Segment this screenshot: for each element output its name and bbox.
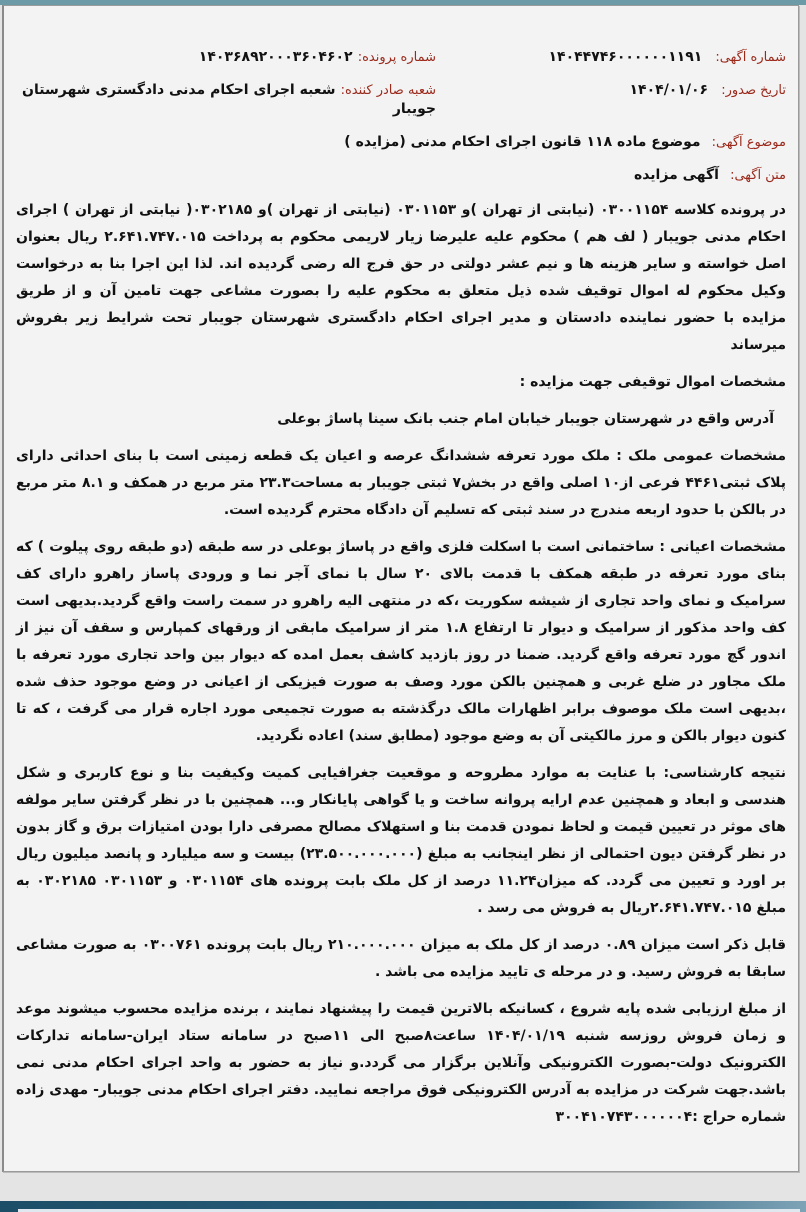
notice-panel [2, 5, 799, 1172]
case-number-row [16, 46, 436, 65]
issuer: شعبه اجرای احکام مدنی دادگستری شهرستان جویبار [22, 82, 436, 117]
ad-number-label: شماره آگهی: [715, 50, 786, 65]
paragraph-auction-terms: از مبلغ ارزیابی شده پایه شروع ، کسانیکه بالاترین قیمت را پیشنهاد نمایند ، برنده مزایده محسوب میشوند موعد و زمان فروش روزسه شنبه ۱۴۰۴/۰۱/۱۹ ساعت۸صبح الی ۱۱صبح در سامانه ستاد ایران-سامانه تدارکات الکترونیک دولت-بصورت الکترونیکی وآنلاین برگزار می گردد.و نیاز به حضور به واحد اجرای احکام مدنی نمی باشد.جهت شرکت در مزایده به آدرس الکترونیکی فوق مراجعه نمایید. دفتر اجرای احکام مدنی جویبار- مهدی زاده شماره حراج :۳۰۰۴۱۰۷۴۳۰۰۰۰۰۰۴ [16, 1001, 786, 1125]
issue-date-label: تاریخ صدور: [721, 83, 786, 98]
paragraph-building-specs: مشخصات اعیانی : ساختمانی است با اسکلت فلزی واقع در پاساژ بوعلی در سه طبقه (دو طبقه روی پیلوت ) که بنای مورد تعرفه در طبقه همکف با قدمت بالای ۲۰ سال با نمای آجر نما و ورودی پاساز راهرو دارای کف سرامیک و نمای واحد تجاری از شیشه سکوریت ،که در منتهی الیه راهرو در سمت راست واقع گردید.بدیهی است کف واحد مذکور از سرامیک و دیوار تا ارتفاع ۱.۸ متر از سرامیک مابقی از ورقهای کمپارس و سقف آن نیز از اندور گچ مورد تعرفه واقع گردید. ضمنا در روز بازدید کاشف بعمل امده که دیوار بین واحد تجاری مورد تعرفه با ملک مجاور در ضلع غربی و همچنین بالکن مورد وصف به صورت فیزیکی از اعیانی در وضع موجود حذف شده ،بدیهی است ملک موصوف برابر اظهارات مالک درگذشته به صورت تجمیعی مورد اجاره قرار می گرفت ، که تا کنون دیوار بالکن و مرز مالکیتی آن به وضع موجود (مطابق سند) اعاده نگردید. [16, 539, 787, 744]
subject-label: موضوع آگهی: [711, 135, 786, 150]
header-row-2 [16, 79, 786, 117]
case-number-label: شماره پرونده: [357, 50, 436, 65]
paragraph-previous-sale: قابل ذکر است میزان ۰.۸۹ درصد از کل ملک به میزان ۲۱۰.۰۰۰.۰۰۰ ریال بابت پرونده ۰۳۰۰۷۶۱ به صورت مشاعی سابقا به فروش رسید. و در مرحله ی تایید مزایده می باشد . [16, 937, 787, 980]
header-row-1 [16, 46, 786, 65]
paragraph-general-specs: مشخصات عمومی ملک : ملک مورد تعرفه ششدانگ عرصه و اعیان یک قطعه زمینی است با بنای احداثی دارای پلاک ثبتی۴۴۶۱ فرعی از۱۰ اصلی واقع در بخش۷ ثبتی جویبار به مساحت۲۳.۳ متر مربع در همکف و ۸.۱ متر مربع در بالکن با حدود اربعه مندرج در سند ثبتی که تسلیم آن دادگاه محترم گردیده است. [16, 448, 786, 518]
paragraph-property-heading: مشخصات اموال توقیفی جهت مزایده : [519, 374, 786, 390]
paragraph-case: در پرونده کلاسه ۰۳۰۰۱۱۵۴ (نیابتی از تهران )و ۰۳۰۱۱۵۳ (نیابتی از تهران )و ۰۳۰۲۱۸۵( نیابتی از تهران ) اجرای احکام مدنی جویبار ( لف هم ) محکوم علیه علیرضا زیار لاریمی محکوم به پرداخت ۲.۶۴۱.۷۴۷.۰۱۵ ریال بعنوان اصل خواسته و سایر هزینه ها و نیم عشر دولتی در حق فرج اله رضی گردیده اند. لذا این اجرا بنا به درخواست وکیل محکوم له اموال توقیف شده ذیل متعلق به محکوم علیه را بصورت مشاعی جهت تامین آن و از طریق مزایده با حضور نماینده دادستان و مدیر اجرای احکام دادگستری شهرستان جویبار تحت شرایط زیر بفروش میرساند [16, 202, 786, 353]
issue-date-row [436, 79, 786, 98]
paragraph-expert-result: نتیجه کارشناسی: با عنایت به موارد مطروحه و موقعیت جغرافیایی کمیت وکیفیت بنا و نوع کاربری و شکل هندسی و ابعاد و همچنین عدم ارایه پروانه ساخت و یا گواهی پایانکار و... همچنین با در نظر گرفتن سایر مولفه های موثر در تعیین قیمت و لحاظ نمودن قدمت بنا و استهلاک مصالح مصرفی دارا بودن امتیازات برق و گاز بدون در نظر گرفتن دیون احتمالی از نظر اینجانب به مبلغ (۲۳.۵۰۰.۰۰۰.۰۰۰) بیست و سه میلیارد و پانصد میلیون ریال بر اورد و تعیین می گردد. که میزان۱۱.۲۴ درصد از کل ملک بابت پرونده های ۰۳۰۱۱۵۴ و ۰۳۰۱۱۵۳ ۰۳۰۲۱۸۵ به مبلغ ۲.۶۴۱.۷۴۷.۰۱۵ریال به فروش می رسد . [16, 765, 787, 916]
ad-number-row [436, 46, 786, 65]
issuer-label: شعبه صادر کننده: [340, 83, 436, 98]
text-label: متن آگهی: [730, 168, 786, 183]
subject-row [16, 131, 786, 150]
text-title-row [16, 164, 786, 183]
ad-number: ۱۴۰۴۴۷۴۶۰۰۰۰۰۰۱۱۹۱ [548, 49, 703, 65]
issue-date: ۱۴۰۴/۰۱/۰۶ [629, 82, 709, 98]
issuer-row [16, 79, 436, 117]
bottom-bar [0, 1201, 806, 1212]
subject: موضوع ماده ۱۱۸ قانون اجرای احکام مدنی (مزایده ) [344, 134, 701, 150]
text-title: آگهی مزایده [633, 167, 719, 183]
case-number: ۱۴۰۳۶۸۹۲۰۰۰۳۶۰۴۶۰۲ [198, 49, 353, 65]
paragraph-address: آدرس واقع در شهرستان جویبار خیابان امام جنب بانک سینا پاساژ بوعلی [277, 411, 774, 427]
